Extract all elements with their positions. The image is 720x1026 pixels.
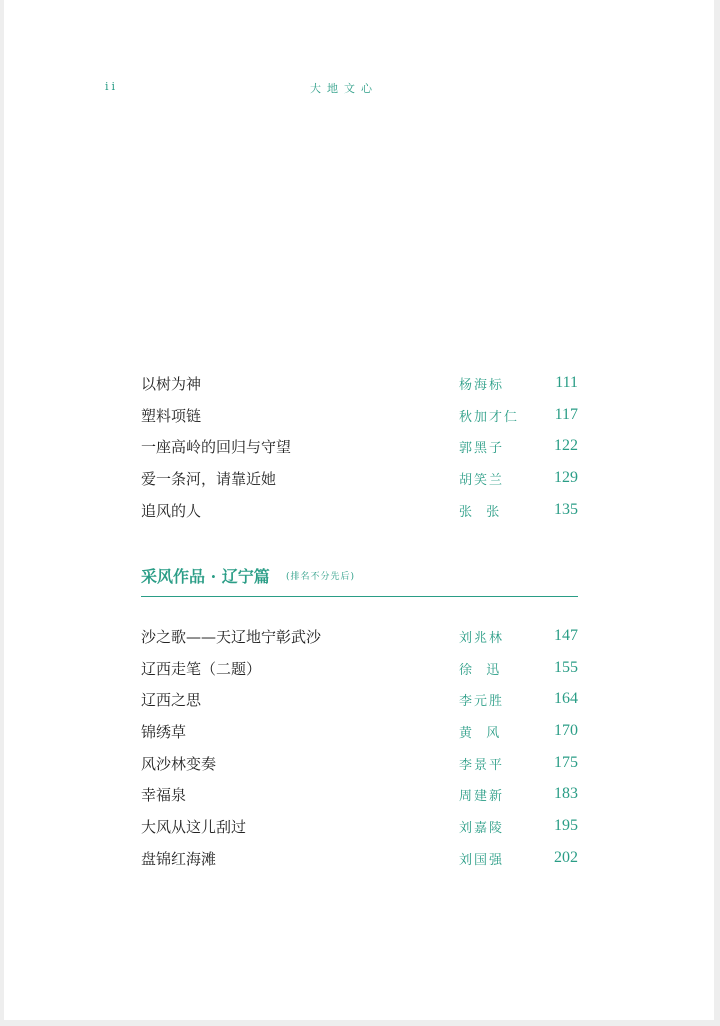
toc-entry	[141, 721, 578, 753]
toc-entry-author: 杨海标	[459, 378, 505, 393]
toc-entry-title: 沙之歌——天辽地宁彰武沙	[141, 628, 322, 646]
toc-entry	[141, 848, 578, 880]
toc-entry	[141, 784, 578, 816]
toc-entry-page: 155	[554, 658, 578, 676]
toc-entry-page: 129	[554, 469, 578, 487]
toc-list-part2	[141, 626, 578, 880]
book-title: 大地文心	[310, 82, 378, 95]
toc-entry	[141, 405, 578, 437]
section-note: (排名不分先后)	[286, 572, 356, 582]
toc-entry	[141, 658, 578, 690]
toc-entry	[141, 373, 578, 405]
toc-entry	[141, 689, 578, 721]
toc-entry-author: 徐 迅	[459, 662, 502, 678]
toc-entry	[141, 468, 578, 500]
toc-entry-page: 122	[554, 437, 578, 455]
toc-entry-author: 郭黑子	[459, 441, 505, 457]
toc-entry-author: 秋加才仁	[459, 409, 520, 425]
toc-entry-page: 175	[554, 753, 578, 771]
toc-entry-author: 刘兆林	[459, 631, 505, 646]
section-title: 采风作品 · 辽宁篇	[141, 567, 270, 586]
toc-entry-title: 辽西走笔（二题）	[141, 659, 262, 678]
page-number: ii	[105, 80, 119, 93]
toc-entry	[141, 626, 578, 658]
toc-entry-title: 追风的人	[141, 501, 202, 520]
toc-entry-author: 胡笑兰	[459, 473, 505, 489]
toc-entry-author: 周建新	[459, 789, 505, 805]
toc-entry-title: 幸福泉	[141, 786, 187, 805]
toc-list-part1	[141, 373, 578, 531]
book-page	[4, 0, 714, 1020]
toc-entry-page: 147	[554, 627, 578, 644]
toc-entry-page: 195	[554, 817, 578, 835]
toc-entry-author: 张 张	[459, 504, 502, 520]
toc-entry	[141, 753, 578, 785]
toc-entry-title: 锦绣草	[141, 723, 187, 742]
toc-entry-page: 183	[554, 785, 578, 803]
toc-entry-page: 135	[554, 500, 578, 518]
toc-entry	[141, 500, 578, 532]
toc-entry-page: 202	[554, 848, 578, 866]
toc-entry-title: 一座高岭的回归与守望	[141, 438, 292, 457]
toc-entry-title: 辽西之思	[141, 691, 202, 710]
toc-entry-title: 以树为神	[141, 375, 202, 393]
toc-entry-title: 风沙林变奏	[141, 754, 217, 773]
toc-entry-author: 刘国强	[459, 852, 505, 868]
toc-entry	[141, 436, 578, 468]
toc-entry-author: 刘嘉陵	[459, 821, 505, 837]
toc-entry-page: 170	[554, 722, 578, 740]
toc-entry-title: 盘锦红海滩	[141, 849, 217, 868]
toc-entry-page: 164	[554, 690, 578, 708]
toc-entry-page: 117	[554, 405, 578, 423]
running-head	[4, 80, 714, 96]
toc-entry-page: 111	[555, 374, 578, 391]
toc-entry-author: 李元胜	[459, 694, 505, 710]
toc-entry	[141, 816, 578, 848]
toc-entry-author: 李景平	[459, 757, 505, 773]
toc-entry-title: 爱一条河，请靠近她	[141, 470, 277, 489]
toc-entry-title: 塑料项链	[141, 406, 202, 425]
section-header	[141, 564, 578, 597]
toc-entry-title: 大风从这儿刮过	[141, 818, 247, 837]
toc-entry-author: 黄 风	[459, 726, 502, 742]
